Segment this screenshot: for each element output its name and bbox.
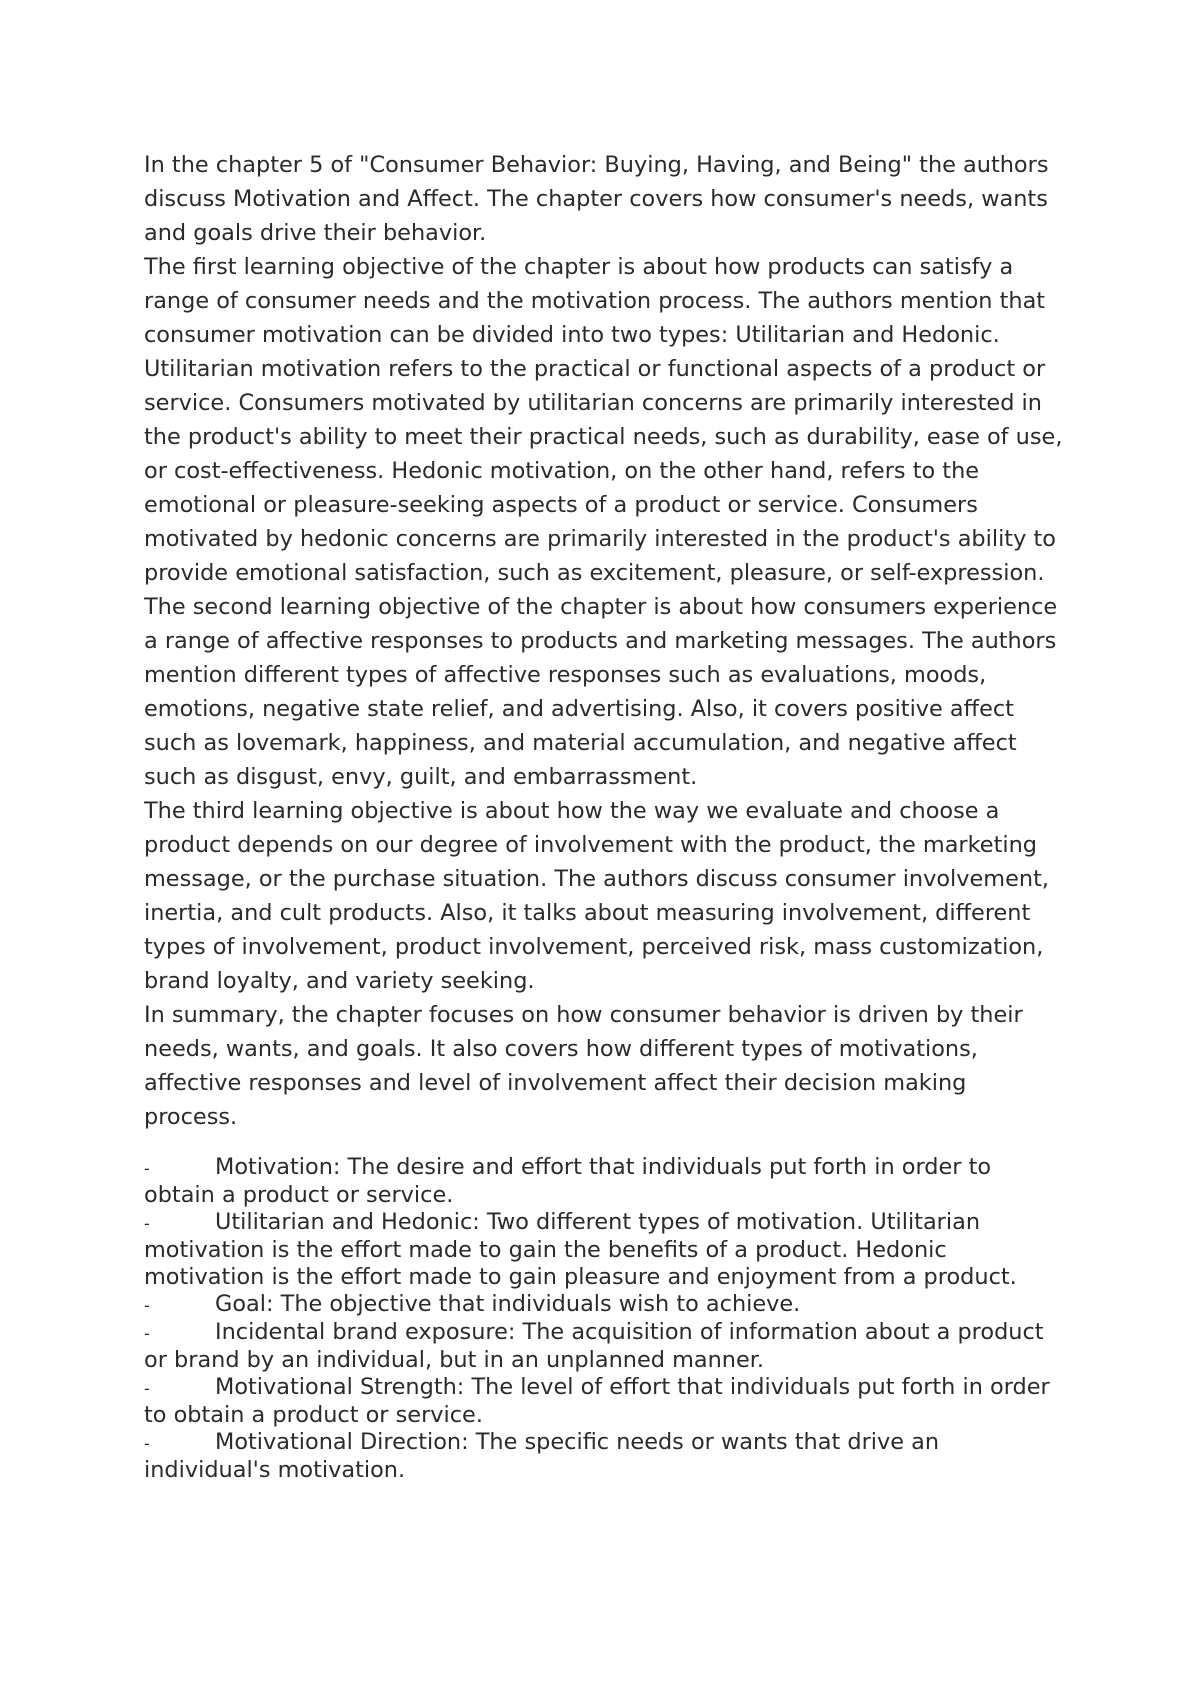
bullet-dash: - [144,1324,150,1343]
term-text: Motivational Strength: The level of effort that individuals put forth in order to obtain a product or service. [144,1374,1050,1428]
bullet-dash: - [144,1214,150,1233]
first-objective-paragraph: The first learning objective of the chapter is about how products can satisfy a range of consumer needs and the motivation process. The authors mention that consumer motivation can be divided into two types: Utilitarian and Hedonic. Utilitarian motivation refers to the practical or functional aspects of a product or service. Consumers motivated by utilitarian concerns are primarily interested in the product's ability to meet their practical needs, such as durability, ease of use, or cost-effectiveness. Hedonic motivation, on the other hand, refers to the emotional or pleasure-seeking aspects of a product or service. Consumers motivated by hedonic concerns are primarily interested in the product's ability to provide emotional satisfaction, such as excitement, pleasure, or self-expression. [144,254,1063,586]
second-objective-paragraph: The second learning objective of the chapter is about how consumers experience a range of affective responses to products and marketing messages. The authors mention different types of affective responses such as evaluations, moods, emotions, negative state relief, and advertising. Also, it covers positive affect such as lovemark, happiness, and material accumulation, and negative affect such as disgust, envy, guilt, and embarrassment. [144,594,1058,790]
document-page [144,148,1064,1484]
list-item [144,1374,1064,1429]
bullet-dash: - [144,1159,150,1178]
key-terms-list [144,1154,1064,1484]
bullet-dash: - [144,1379,150,1398]
intro-paragraph: In the chapter 5 of "Consumer Behavior: Buying, Having, and Being" the authors discuss Motivation and Affect. The chapter covers how consumer's needs, wants and goals drive their behavior. [144,152,1049,246]
term-text: Utilitarian and Hedonic: Two different types of motivation. Utilitarian motivation is the effort made to gain the benefits of a product. Hedonic motivation is the effort made to gain pleasure and enjoyment from a product. [144,1209,1017,1290]
summary-paragraph: In summary, the chapter focuses on how consumer behavior is driven by their needs, wants, and goals. It also covers how different types of motivations, affective responses and level of involvement affect their decision making process. [144,1002,1023,1130]
list-item [144,1429,1064,1484]
list-item [144,1154,1064,1209]
list-item [144,1319,1064,1374]
bullet-dash: - [144,1296,150,1315]
term-text: Incidental brand exposure: The acquisition of information about a product or brand by an individual, but in an unplanned manner. [144,1319,1044,1373]
term-text: Motivational Direction: The specific needs or wants that drive an individual's motivation. [144,1429,940,1483]
term-text: Motivation: The desire and effort that individuals put forth in order to obtain a product or service. [144,1154,992,1208]
list-item [144,1291,1064,1319]
third-objective-paragraph: The third learning objective is about how the way we evaluate and choose a product depends on our degree of involvement with the product, the marketing message, or the purchase situation. The authors discuss consumer involvement, inertia, and cult products. Also, it talks about measuring involvement, different types of involvement, product involvement, perceived risk, mass customization, brand loyalty, and variety seeking. [144,798,1049,994]
term-text: Goal: The objective that individuals wish to achieve. [215,1291,801,1317]
list-item [144,1209,1064,1291]
bullet-dash: - [144,1434,150,1453]
